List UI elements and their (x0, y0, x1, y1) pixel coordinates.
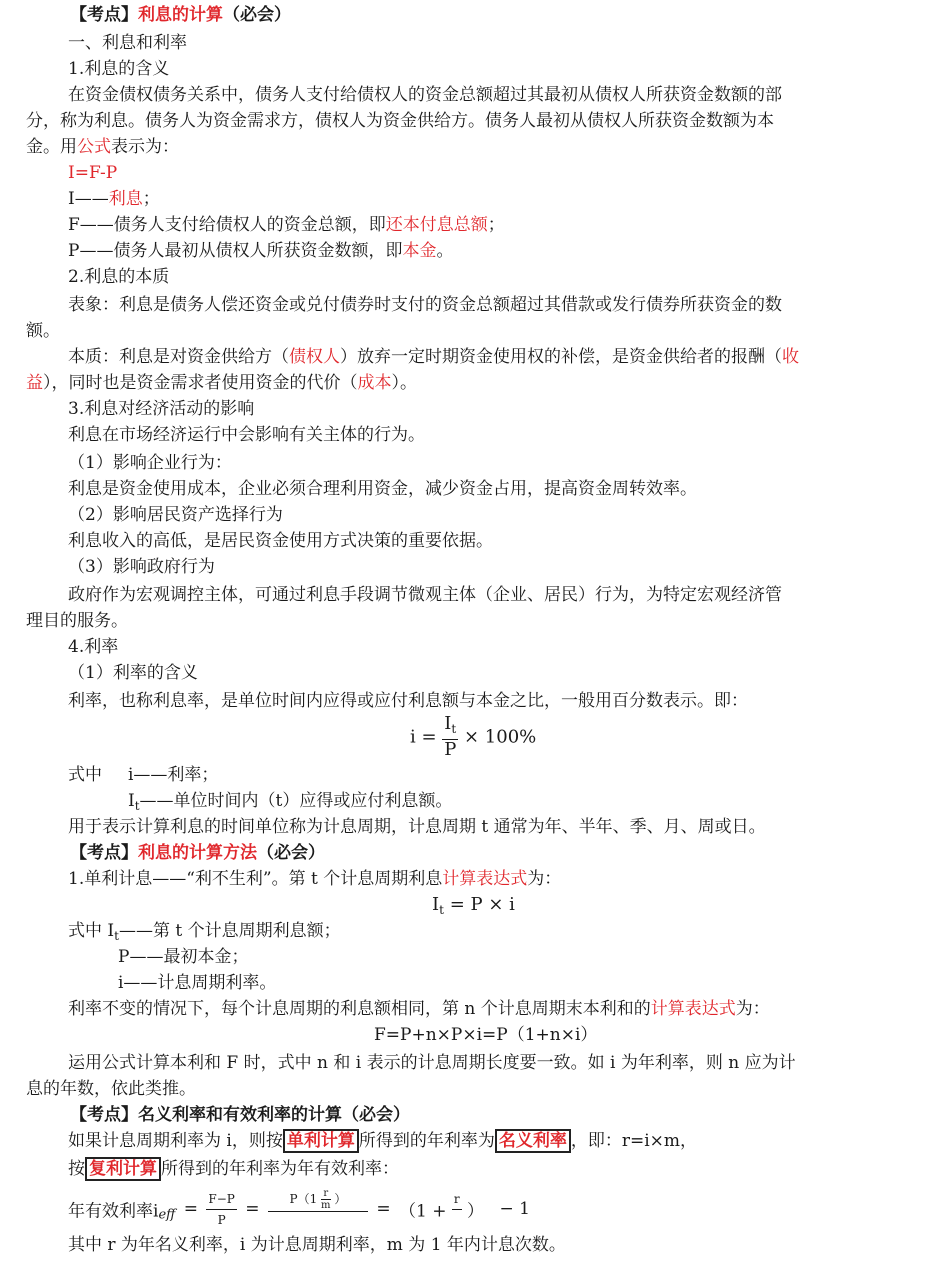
highlight: 成本 (357, 373, 392, 393)
formula-interest: I=F-P (68, 163, 118, 183)
text: ）。 (391, 373, 417, 393)
list-item: （2）影响居民资产选择行为 (68, 505, 283, 525)
eq-den: P (217, 1212, 226, 1227)
text: ； (142, 189, 160, 209)
paragraph-line: 利息收入的高低，是居民资金使用方式决策的重要依据。 (68, 531, 493, 551)
paragraph-line: 政府作为宏观调控主体，可通过利息手段调节微观主体（企业、居民）行为，为特定宏观经济管 (68, 585, 782, 605)
eq-sign: = (183, 1199, 198, 1219)
var: I (128, 791, 135, 811)
highlight: 计算表达式 (442, 869, 528, 889)
definition-p (68, 238, 453, 264)
paragraph-line (26, 134, 179, 160)
section-heading-nominal-effective: 【考点】名义利率和有效利率的计算（必会） (70, 1105, 410, 1125)
text: ，即：r=i×m， (570, 1131, 698, 1151)
paragraph-line: 利息在市场经济运行中会影响有关主体的行为。 (68, 425, 425, 445)
item-interest-meaning: 1.利息的含义 (68, 59, 170, 79)
eq-minus: − 1 (499, 1199, 530, 1219)
text: ——单位时间内（t）应得或应付利息额。 (139, 791, 453, 811)
eq-num-part: ） (334, 1192, 347, 1206)
list-item: （1）影响企业行为： (68, 453, 232, 473)
eq-num-sub: t (451, 722, 457, 736)
text: 。 (436, 241, 454, 261)
text: ——第 t 个计息周期利息额； (118, 921, 341, 941)
eq-sign: = (245, 1199, 260, 1219)
where-label: 式中 (68, 765, 102, 785)
eq-fraction-3 (452, 1189, 462, 1230)
eq-inner-fraction (321, 1188, 330, 1211)
eq-rhs: = P × i (449, 894, 515, 915)
highlight: 收 (782, 347, 799, 367)
paragraph-line: 其中 r 为年名义利率，i 为计息周期利率，m 为 1 年内计息次数。 (68, 1235, 566, 1255)
definition-f (68, 212, 505, 238)
highlight: 本金 (402, 241, 437, 261)
heading-note: （必会） (223, 5, 291, 25)
eq-den: P (444, 739, 457, 760)
text: 式中 I (68, 921, 115, 941)
eq-inner-den: m (321, 1200, 331, 1211)
paragraph-line: 息的年数，依此类推。 (26, 1079, 196, 1099)
boxed-term: 名义利率 (495, 1129, 571, 1153)
item-interest-nature: 2.利息的本质 (68, 267, 170, 287)
paragraph-line: 表象：利息是债务人偿还资金或兑付债券时支付的资金总额超过其借款或发行债券所获资金的数 (68, 295, 782, 315)
highlight: 计算表达式 (650, 999, 736, 1019)
list-item: （1）利率的含义 (68, 663, 198, 683)
text: ）放弃一定时期资金使用权的补偿，是资金供给者的报酬（ (340, 347, 782, 367)
paragraph-line (26, 370, 417, 396)
text: 金。用 (26, 137, 77, 157)
boxed-term: 复利计算 (85, 1157, 161, 1181)
text: P——债务人最初从债权人所获资金数额，即 (68, 241, 403, 261)
text: 表示为： (111, 137, 179, 157)
item-interest-effects: 3.利息对经济活动的影响 (68, 399, 255, 419)
text: 所得到的年利率为年有效利率： (161, 1159, 399, 1179)
heading-note: （必会） (257, 843, 325, 863)
text: 如果计息周期利率为 i，则按 (68, 1131, 283, 1151)
where-i: i——利率； (128, 765, 219, 785)
eq-paren: （1 + (399, 1201, 447, 1222)
highlight: 还本付息总额 (385, 215, 488, 235)
eq-fraction-2 (268, 1188, 368, 1230)
text: 为： (527, 869, 562, 889)
paragraph-line: 理目的服务。 (26, 611, 128, 631)
equation-interest-rate (410, 714, 536, 766)
eq-label: 年有效利率i (68, 1201, 159, 1222)
eq-paren: ） (467, 1201, 485, 1222)
where-it-2 (68, 918, 341, 944)
equation-simple-sum: F=P+n×P×i=P（1+n×i） (374, 1025, 598, 1045)
where-p: P——最初本金； (118, 947, 249, 967)
list-item: （3）影响政府行为 (68, 557, 215, 577)
eq-sign: = (376, 1199, 391, 1219)
highlight: 债权人 (289, 347, 340, 367)
paragraph-line (68, 1156, 399, 1182)
paragraph-line: 在资金债权债务关系中，债务人支付给债权人的资金总额超过其最初从债权人所获资金数额的部 (68, 85, 782, 105)
eq-num: F−P (206, 1189, 236, 1210)
paragraph-line: 额。 (26, 321, 60, 341)
definition-i (68, 186, 160, 212)
paragraph-line: 利率，也称利息率，是单位时间内应得或应付利息额与本金之比，一般用百分数表示。即： (68, 691, 748, 711)
paragraph-line: 运用公式计算本利和 F 时，式中 n 和 i 表示的计息周期长度要一致。如 i 为年利率，则 n 应为计 (68, 1053, 796, 1073)
var-sub: t (114, 929, 119, 943)
paragraph-line: 用于表示计算利息的时间单位称为计息周期，计息周期 t 通常为年、半年、季、月、周或日。 (68, 817, 766, 837)
highlight: 利息 (108, 189, 143, 209)
highlight: 公式 (77, 137, 111, 157)
text: 为： (735, 999, 770, 1019)
eq-sub: t (439, 903, 444, 917)
eq-num-part: P（1 (289, 1192, 318, 1206)
eq-var: I (432, 894, 440, 915)
text: 利率不变的情况下，每个计息周期的利息额相同，第 n 个计息周期末本利和的 (68, 999, 651, 1019)
equation-simple-interest (432, 892, 515, 918)
paragraph-line (68, 1128, 697, 1154)
eq-num: I (444, 713, 452, 734)
section-heading-interest-calc (70, 2, 291, 28)
paragraph-line (68, 866, 561, 892)
text: 按 (68, 1159, 85, 1179)
eq-inner-num: r (321, 1188, 330, 1200)
section-heading-calc-methods (70, 840, 325, 866)
eq-fraction (442, 714, 458, 760)
text: 所得到的年利率为 (358, 1131, 495, 1151)
text: 本质：利息是对资金供给方（ (68, 347, 289, 367)
heading-title: 利息的计算方法 (138, 843, 257, 863)
subheading-interest-and-rate: 一、利息和利率 (68, 33, 187, 53)
text: ），同时也是资金需求者使用资金的代价（ (43, 373, 358, 393)
text: 1.单利计息——“利不生利”。第 t 个计息周期利息 (68, 869, 443, 889)
highlight: 益 (26, 373, 43, 393)
where-it (128, 788, 452, 814)
heading-title: 利息的计算 (138, 5, 223, 25)
boxed-term: 单利计算 (283, 1129, 359, 1153)
heading-tag: 【考点】 (70, 843, 138, 863)
paragraph-line (68, 344, 799, 370)
var-sub: t (134, 799, 140, 813)
text: ； (487, 215, 505, 235)
paragraph-line: 利息是资金使用成本，企业必须合理利用资金，减少资金占用，提高资金周转效率。 (68, 479, 697, 499)
eq-rhs: × 100% (463, 726, 537, 748)
text: I—— (68, 189, 109, 209)
equation-effective-rate (68, 1188, 530, 1236)
where-i-2: i——计息周期利率。 (118, 973, 277, 993)
eq-sub: eff (158, 1207, 176, 1223)
paragraph-line: 分，称为利息。债务人为资金需求方，债权人为资金供给方。债务人最初从债权人所获资金数额为本 (26, 111, 774, 131)
text: F——债务人支付给债权人的资金总额，即 (68, 215, 386, 235)
eq-fraction-1 (206, 1189, 236, 1230)
heading-tag: 【考点】 (70, 5, 138, 25)
eq-lhs: i = (410, 726, 437, 748)
item-rate: 4.利率 (68, 637, 119, 657)
eq-num: r (452, 1189, 462, 1210)
paragraph-line (68, 996, 770, 1022)
